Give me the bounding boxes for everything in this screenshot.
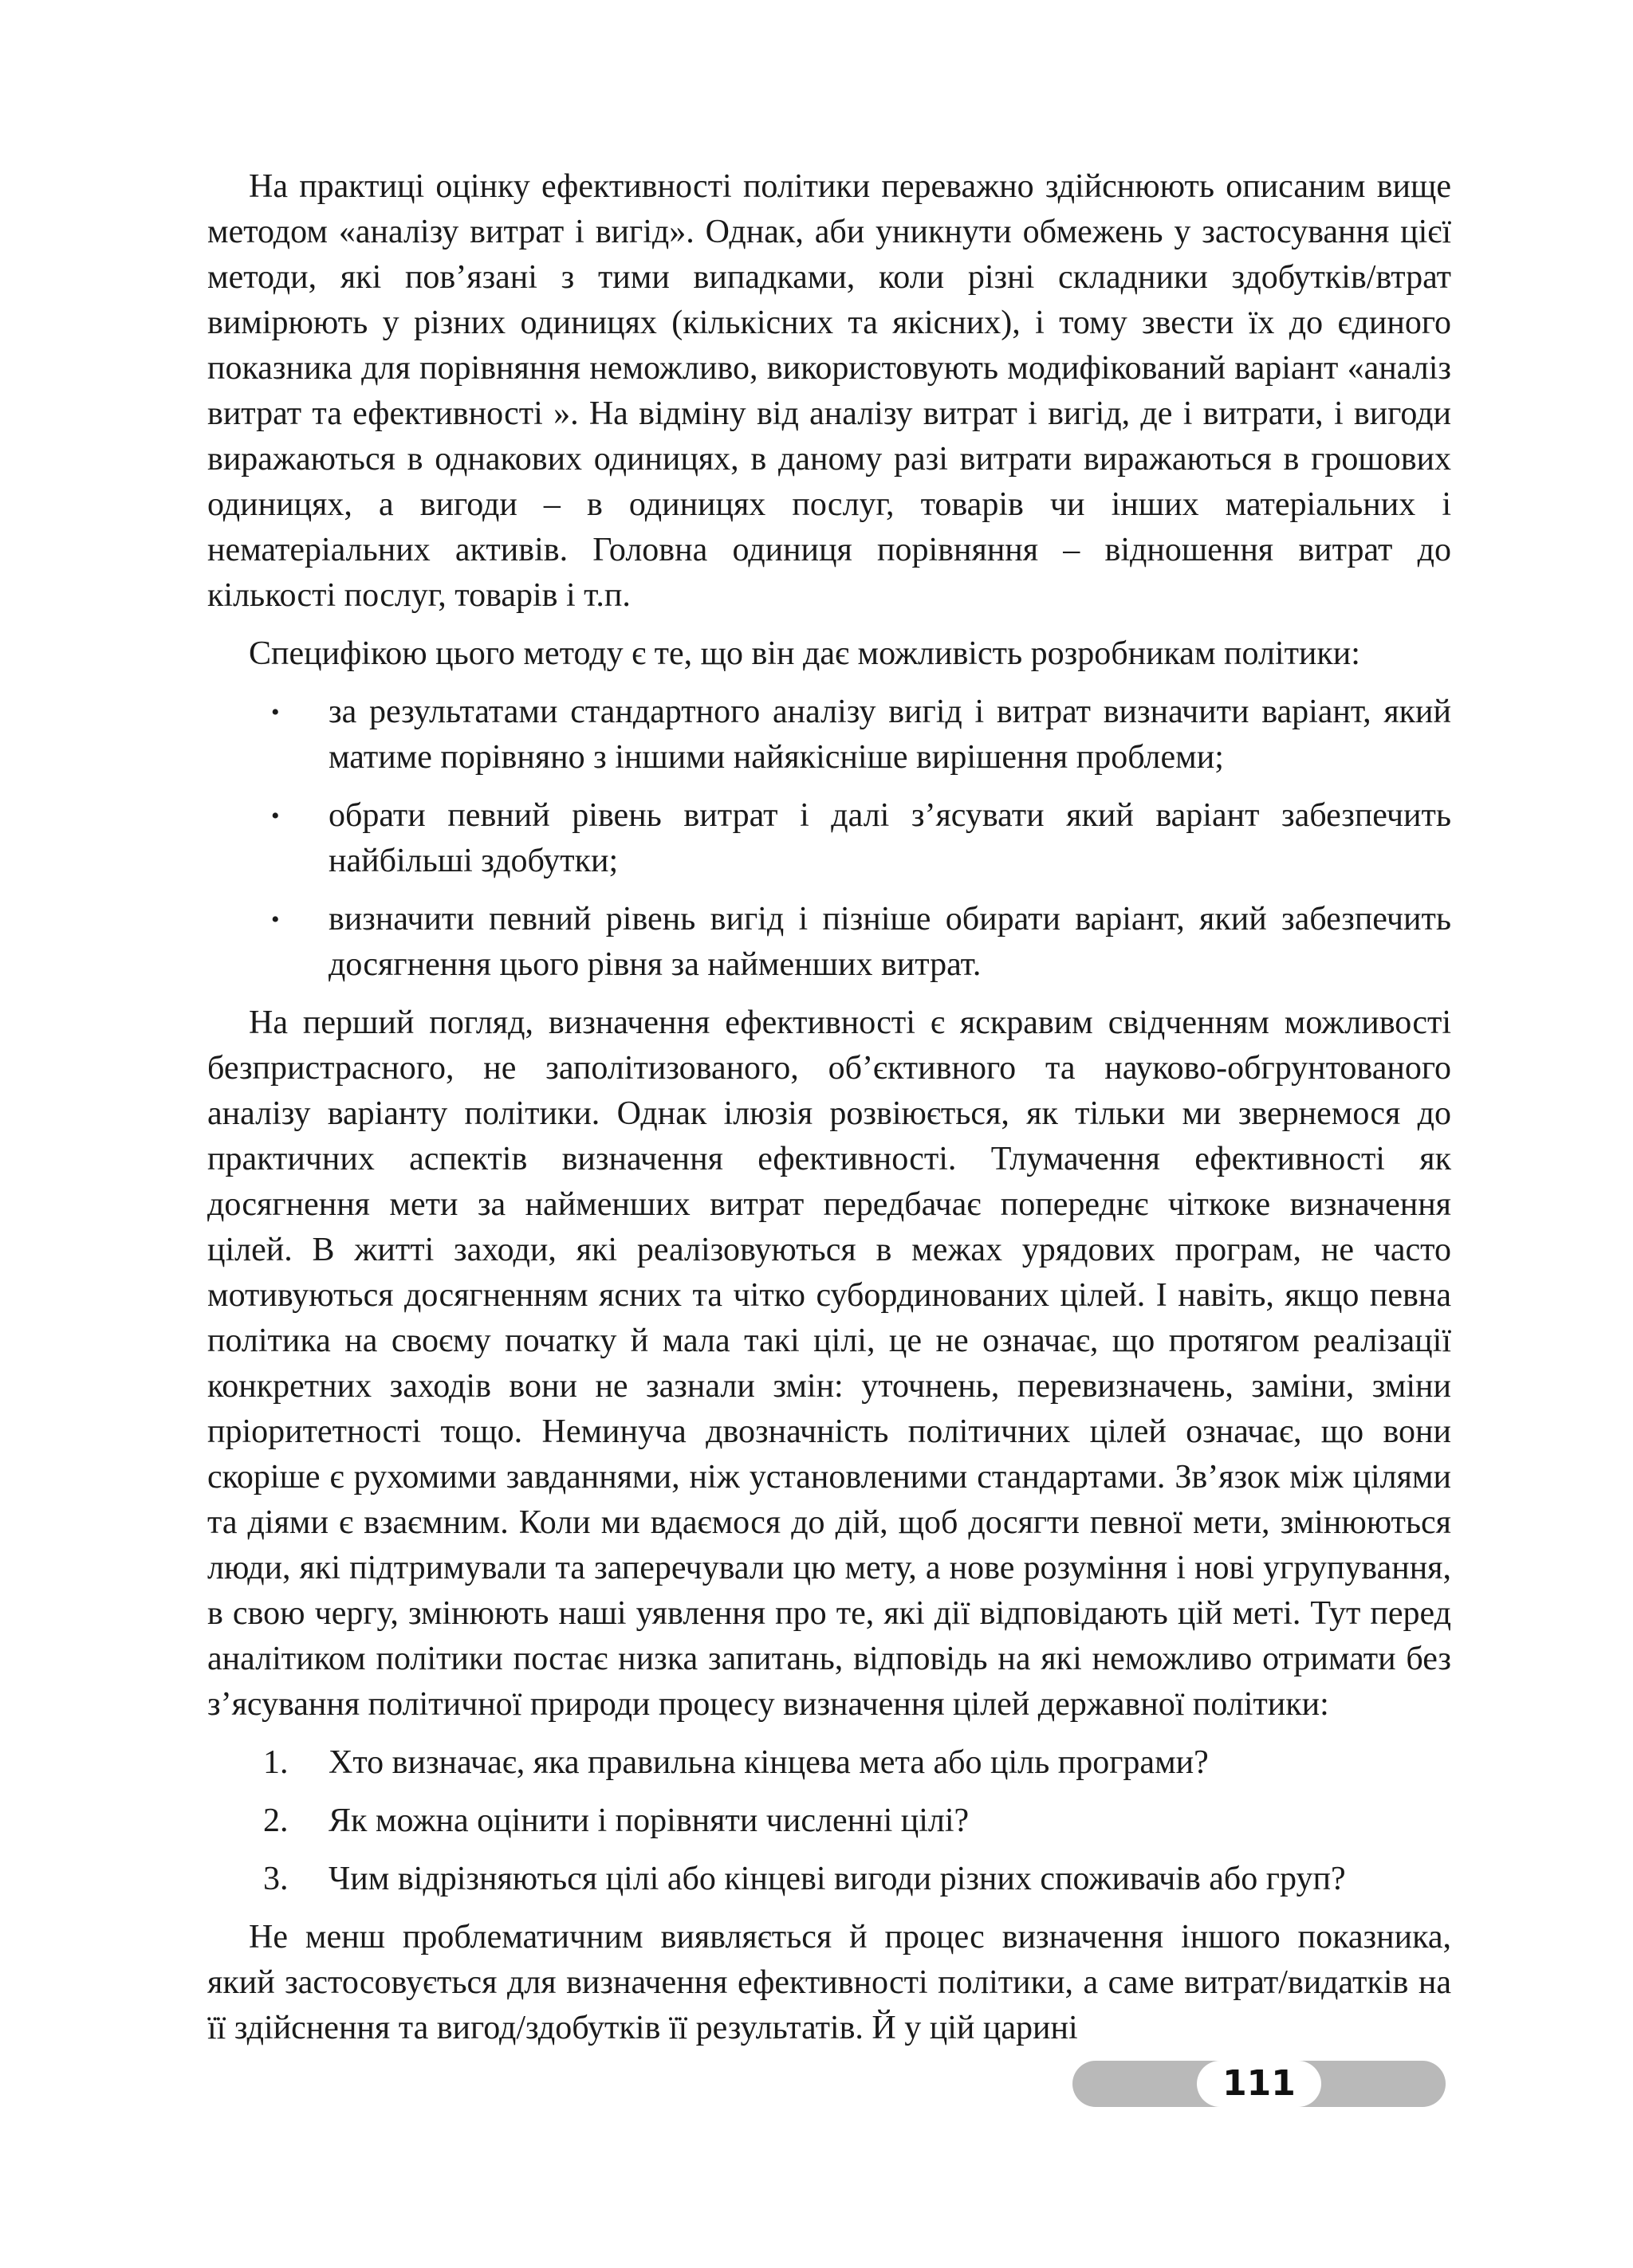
list-item-text: Як можна оцінити і порівняти численні цілі?	[329, 1802, 970, 1839]
list-item	[207, 897, 1451, 988]
page-footer	[1072, 2061, 1446, 2107]
list-item-text: Чим відрізняються цілі або кінцеві вигоди різних споживачів або груп?	[329, 1861, 1346, 1897]
number-marker: 1.	[263, 1744, 289, 1781]
bullet-list	[207, 690, 1451, 988]
numbered-list	[207, 1740, 1451, 1902]
bullet-marker: •	[271, 699, 280, 725]
paragraph-cost-effectiveness: На практиці оцінку ефективності політики переважно здійснюють описаним вище методом «аналізу витрат і вигід». Однак, аби уникнути обмежень у застосування цієї методи, які пов’язані з тими випадками, коли різні складники здобутків/втрат вимірюють у різних одиницях (кількісних та якісних), і тому звести їх до єдиного показника для порівняння неможливо, використовують модифікований варіант «аналіз витрат та ефективності ». На відміну від аналізу витрат і вигід, де і витрати, і вигоди виражаються в однакових одиницях, в даному разі витрати виражаються в грошових одиницях, а вигоди – в одиницях послуг, товарів чи інших матеріальних і нематеріальних активів. Головна одиниця порівняння – відношення витрат до кількості послуг, товарів і т.п.	[207, 168, 1451, 614]
number-marker: 2.	[263, 1802, 289, 1839]
list-item-text: визначити певний рівень вигід і пізніше обирати варіант, який забезпечить досягнення цього рівня за найменших витрат.	[329, 901, 1451, 983]
list-item-text: обрати певний рівень витрат і далі з’ясувати який варіант забезпечить найбільші здобутки;	[329, 797, 1451, 879]
list-item-text: Хто визначає, яка правильна кінцева мета або ціль програми?	[329, 1744, 1209, 1781]
page-body	[207, 164, 1451, 2064]
bullet-marker: •	[271, 803, 280, 829]
number-marker: 3.	[263, 1861, 289, 1897]
list-item	[207, 690, 1451, 780]
bullet-marker: •	[271, 906, 280, 933]
page-number: 111	[1197, 2061, 1321, 2107]
list-item	[207, 1798, 1451, 1844]
paragraph-costs-benefits: Не менш проблематичним виявляється й процес визначення іншого показника, який застосовується для визначення ефективності політики, а саме витрат/видатків на її здійснення та вигод/здобутків її результатів. Й у цій царині	[207, 1919, 1451, 2046]
list-item	[207, 793, 1451, 884]
list-item-text: за результатами стандартного аналізу вигід і витрат визначити варіант, який матиме порівняно з іншими найякісніше вирішення проблеми;	[329, 694, 1451, 776]
paragraph-method-specifics: Специфікою цього методу є те, що він дає можливість розробникам політики:	[249, 635, 1360, 672]
list-item	[207, 1857, 1451, 1902]
list-item	[207, 1740, 1451, 1786]
paragraph-efficiency-definition: На перший погляд, визначення ефективності є яскравим свідченням можливості безпристрасного, не заполітизованого, об’єктивного та науково-обгрунтованого аналізу варіанту політики. Однак ілюзія розвіюється, як тільки ми звернемося до практичних аспектів визначення ефективності. Тлумачення ефективності як досягнення мети за найменших витрат передбачає попереднє чіткоке визначення цілей. В житті заходи, які реалізовуються в межах урядових програм, не часто мотивуються досягненням ясних та чітко субординованих цілей. І навіть, якщо певна політика на своєму початку й мала такі цілі, це не означає, що протягом реалізації конкретних заходів вони не зазнали змін: уточнень, перевизначень, заміни, зміни пріоритетності тощо. Неминуча двозначність політичних цілей означає, що вони скоріше є рухомими завданнями, ніж установленими стандартами. Зв’язок між цілями та діями є взаємним. Коли ми вдаємося до дій, щоб досягти певної мети, змінюються люди, які підтримували та заперечували цю мету, а нове розуміння і нові угрупування, в свою чергу, змінюють наші уявлення про те, які дії відповідають цій меті. Тут перед аналітиком політики постає низка запитань, відповідь на які неможливо отримати без з’ясування політичної природи процесу визначення цілей державної політики:	[207, 1004, 1451, 1723]
